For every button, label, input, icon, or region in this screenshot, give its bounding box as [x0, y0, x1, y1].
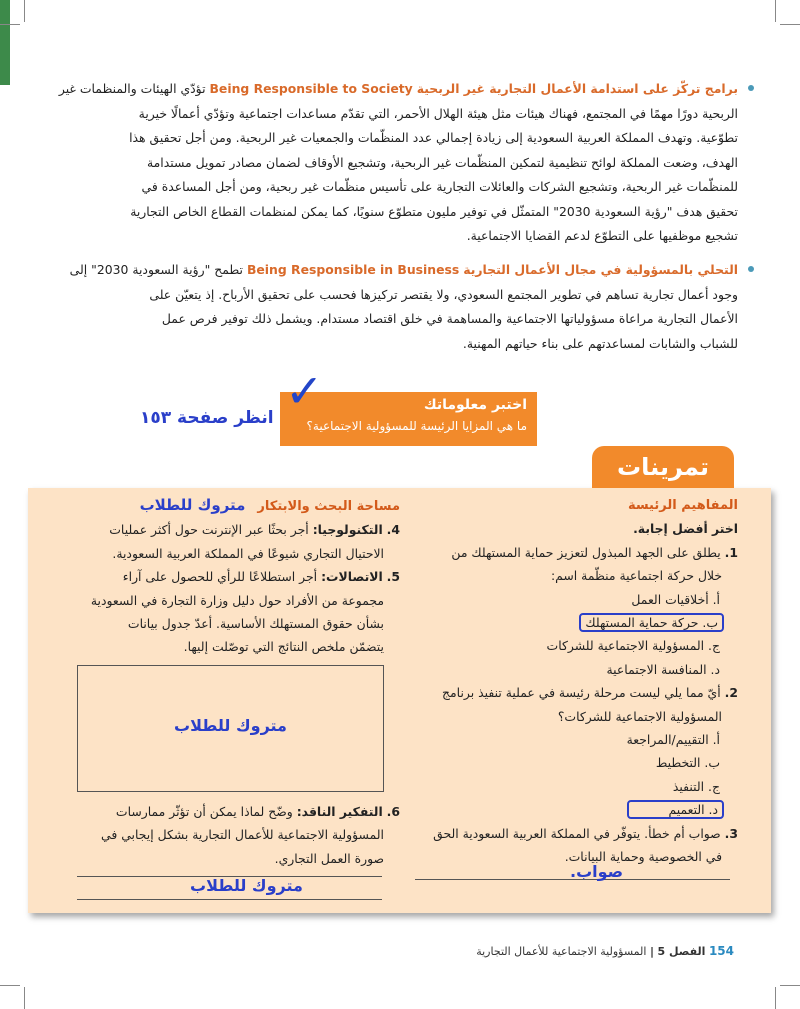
- option: أ. أخلاقيات العمل: [631, 591, 720, 607]
- question-text: صواب أم خطأ. يتوفّر في المملكة العربية السعودية الحق: [433, 825, 721, 841]
- answer-circle: د. التعميم: [627, 800, 724, 819]
- exercises-tab: تمرينات: [592, 446, 734, 488]
- paragraph-nonprofit: [58, 77, 738, 249]
- question-6-block: [78, 800, 400, 870]
- question-text: أيّ مما يلي ليست مرحلة رئيسة في عملية تنفيذ برنامج: [442, 685, 721, 701]
- paragraph-text: تطمح "رؤية السعودية 2030" إلى: [69, 262, 243, 277]
- research-heading: مساحة البحث والابتكار: [257, 499, 400, 514]
- paragraph-line: تحقيق هدف "رؤية السعودية 2030" المتمثّل في توفير مليون متطوّع سنويًا، كما يمكن لمنظمات القطاع الخاص التجارية: [130, 203, 738, 219]
- question-text: في الخصوصية وحماية البيانات.: [564, 849, 722, 865]
- key-concepts-heading: المفاهيم الرئيسة: [627, 498, 738, 513]
- answer-box[interactable]: [77, 665, 384, 792]
- question-text: الاحتيال التجاري شيوعًا في المملكة العربية السعودية.: [112, 545, 384, 561]
- option: ج. المسؤولية الاجتماعية للشركات: [546, 638, 720, 654]
- question-text: أجر استطلاعًا للرأي للحصول على آراء: [122, 569, 318, 585]
- lead-arabic: برامج تركّز على استدامة الأعمال التجارية غير الربحية: [416, 81, 738, 96]
- question-text: يتضمّن ملخص النتائج التي توصّلت إليها.: [183, 639, 384, 655]
- lead-english: Being Responsible to Society: [209, 81, 413, 96]
- chapter-title: المسؤولية الاجتماعية للأعمال التجارية: [476, 945, 647, 958]
- question-2: [408, 681, 738, 704]
- question-label: التكنولوجيا:: [312, 522, 383, 538]
- paragraph-line: تشجيع موظفيها على التطوّع لدعم القضايا الاجتماعية.: [466, 228, 738, 243]
- question-text: صورة العمل التجاري.: [274, 850, 384, 866]
- option: د. المنافسة الاجتماعية: [606, 661, 720, 677]
- bullet-icon: [748, 266, 754, 272]
- paragraph-line: للشباب والشابات لمساعدتهم على بناء حياتهم المهنية.: [462, 335, 738, 351]
- question-text: المسؤولية الاجتماعية للشركات؟: [557, 708, 722, 724]
- question-label: الاتصالات:: [321, 569, 383, 585]
- bullet-icon: [748, 85, 754, 91]
- check-question: ما هي المزايا الرئيسة للمسؤولية الاجتماعية؟: [306, 419, 527, 433]
- research-heading-row: [78, 494, 400, 518]
- question-4: [78, 518, 400, 541]
- question-number: 4.: [386, 522, 400, 538]
- question-number: 2.: [724, 685, 738, 701]
- question-text: المسؤولية الاجتماعية للأعمال التجارية بشكل إيجابي في: [101, 827, 384, 843]
- paragraph-line: [58, 77, 738, 102]
- chapter-color-tab: [0, 0, 10, 85]
- paragraph-line: [58, 258, 738, 283]
- answer-circle: ب. حركة حماية المستهلك: [579, 613, 724, 632]
- question-number: 5.: [386, 569, 400, 585]
- instruction: اختر أفضل إجابة.: [633, 521, 738, 537]
- question-text: وضّح لماذا يمكن أن تؤثّر ممارسات: [115, 804, 293, 819]
- paragraph-line: وجود أعمال تجارية تساهم في تطوير المجتمع السعودي، ولا يقتصر تركيزها فحسب على تحقيق الأرباح. إذ يتعيّن على: [149, 286, 738, 302]
- question-5: [78, 565, 400, 588]
- option: أ. التقييم/المراجعة: [626, 732, 720, 748]
- chapter-label: الفصل 5: [657, 945, 706, 958]
- question-3: [408, 822, 738, 845]
- paragraph-line: الهدف، وضعت المملكة لوائح تنظيمية لتمكين المنظّمات غير الربحية، وتشجيع الأوقاف لضمان مصادر تمويل مستدامة: [147, 154, 738, 170]
- question-text: خلال حركة اجتماعية منظّمة اسم:: [551, 568, 722, 584]
- handwritten-note: متروك للطلاب: [174, 716, 287, 735]
- key-concepts-column: [408, 494, 738, 869]
- option: ج. التنفيذ: [672, 778, 720, 794]
- question-1: [408, 541, 738, 564]
- option-selected: [408, 798, 738, 821]
- answer-line: [77, 899, 382, 900]
- footer-separator: |: [649, 945, 654, 958]
- question-label: التفكير الناقد:: [296, 804, 383, 819]
- paragraph-line: الربحية دورًا مهمًا في المجتمع، فهناك هيئات مثل هيئة الهلال الأحمر، التي تقدّم مساعدات اجتماعية وتؤدّي أعمالًا خيرية: [138, 105, 738, 121]
- paragraph-business: [58, 258, 738, 356]
- question-text: يطلق على الجهد المبذول لتعزيز حماية المستهلك من: [451, 544, 721, 560]
- option-selected: [408, 611, 738, 634]
- handwritten-note: متروك للطلاب: [139, 496, 246, 514]
- option: ب. التخطيط: [655, 755, 720, 771]
- question-6: [78, 800, 400, 823]
- question-number: 1.: [724, 544, 738, 560]
- paragraph-line: الأعمال التجارية مراعاة مسؤولياتها الاجتماعية والمساهمة في خلق اقتصاد مستدام. ويشمل ذلك توفير فرص عمل: [161, 311, 738, 326]
- paragraph-line: تطوّعية. وتهدف المملكة العربية السعودية إلى زيادة إجمالي عدد المنظّمات والجمعيات غير الربحية. ومن أجل تحقيق هذا: [129, 130, 738, 145]
- checkmark-icon: ✓: [285, 364, 324, 418]
- paragraph-text: تؤدّي الهيئات والمنظمات غير: [58, 81, 206, 96]
- handwritten-note: متروك للطلاب: [190, 876, 303, 895]
- paragraph-line: للمنظّمات غير الربحية، وتشجيع الشركات والعائلات التجارية على تأسيس منظّمات غير ربحية، ومن أجل المساعدة في: [141, 179, 738, 194]
- question-text: مجموعة من الأفراد حول دليل وزارة التجارة في السعودية: [90, 592, 384, 608]
- question-number: 3.: [724, 825, 738, 841]
- question-number: 6.: [386, 804, 400, 819]
- lead-arabic: التحلي بالمسؤولية في مجال الأعمال التجارية: [463, 262, 738, 277]
- handwritten-answer: صواب.: [570, 862, 624, 881]
- research-column: [78, 494, 400, 659]
- check-title: اختبر معلوماتك: [423, 397, 527, 413]
- lead-english: Being Responsible in Business: [246, 262, 460, 277]
- question-text: بشأن حقوق المستهلك الأساسية. أعدّ جدول بيانات: [127, 616, 384, 632]
- page-number: 154: [708, 944, 734, 958]
- handwritten-page-note: انظر صفحة ١٥٣: [140, 408, 274, 428]
- page-footer: [476, 944, 734, 958]
- question-text: أجر بحثًا عبر الإنترنت حول أكثر عمليات: [109, 522, 309, 538]
